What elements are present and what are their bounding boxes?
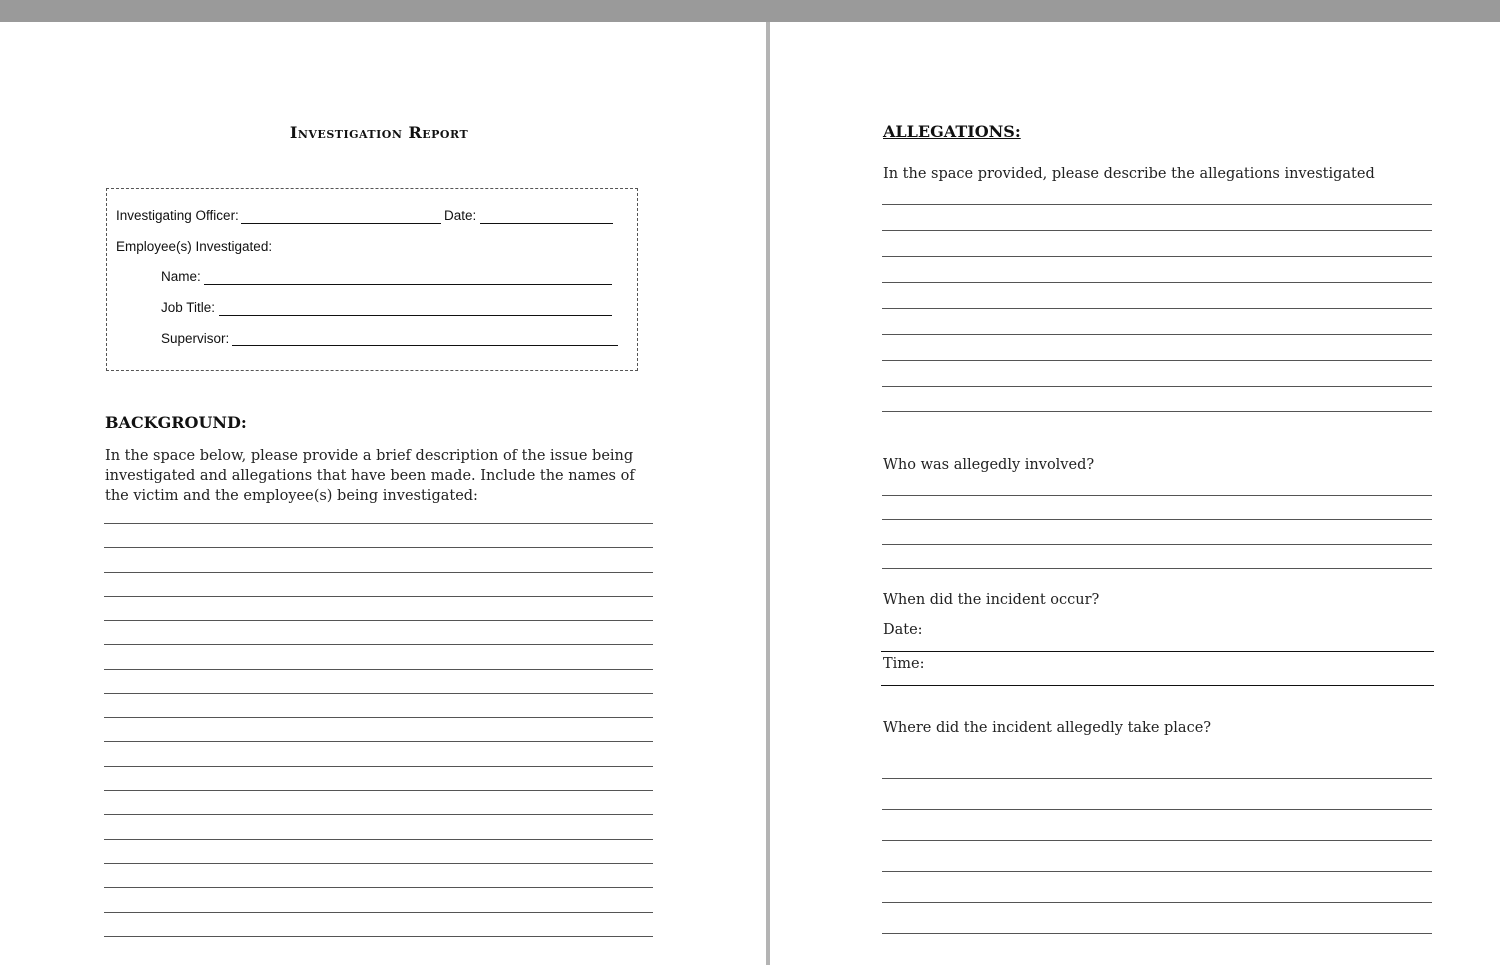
who-involved-writing-line[interactable]	[882, 519, 1432, 520]
background-writing-line[interactable]	[104, 523, 653, 524]
background-writing-line[interactable]	[104, 863, 653, 864]
investigating-officer-field[interactable]	[241, 223, 441, 224]
background-writing-line[interactable]	[104, 644, 653, 645]
background-writing-line[interactable]	[104, 717, 653, 718]
allegations-writing-line[interactable]	[882, 334, 1432, 335]
background-writing-line[interactable]	[104, 572, 653, 573]
background-writing-line[interactable]	[104, 669, 653, 670]
background-writing-line[interactable]	[104, 596, 653, 597]
document-title: Investigation Report	[289, 123, 469, 142]
who-involved-writing-line[interactable]	[882, 495, 1432, 496]
background-writing-line[interactable]	[104, 741, 653, 742]
job-title-field[interactable]	[219, 315, 612, 316]
background-writing-line[interactable]	[104, 547, 653, 548]
background-writing-line[interactable]	[104, 936, 653, 937]
background-writing-line[interactable]	[104, 814, 653, 815]
background-writing-line[interactable]	[104, 790, 653, 791]
background-writing-line[interactable]	[104, 912, 653, 913]
where-question: Where did the incident allegedly take place?	[883, 720, 1212, 736]
background-writing-line[interactable]	[104, 766, 653, 767]
where-writing-line[interactable]	[882, 933, 1432, 934]
where-writing-line[interactable]	[882, 778, 1432, 779]
allegations-heading: ALLEGATIONS:	[883, 122, 1021, 141]
incident-time-label: Time:	[883, 656, 925, 672]
name-field[interactable]	[204, 284, 612, 285]
background-instructions: In the space below, please provide a brief description of the issue being investigated and allegations that have been made. Include the names of the victim and the employee(s) being investigated:	[105, 448, 635, 504]
date-label: Date:	[444, 208, 477, 223]
allegations-prompt: In the space provided, please describe the allegations investigated	[883, 166, 1375, 182]
allegations-writing-line[interactable]	[882, 230, 1432, 231]
background-heading: BACKGROUND:	[105, 413, 247, 432]
who-involved-writing-line[interactable]	[882, 568, 1432, 569]
allegations-writing-line[interactable]	[882, 256, 1432, 257]
name-label: Name:	[161, 269, 201, 284]
allegations-writing-line[interactable]	[882, 308, 1432, 309]
document-page-1	[0, 22, 766, 965]
supervisor-field[interactable]	[232, 345, 618, 346]
background-writing-line[interactable]	[104, 693, 653, 694]
allegations-writing-line[interactable]	[882, 282, 1432, 283]
allegations-writing-line[interactable]	[882, 360, 1432, 361]
allegations-writing-line[interactable]	[882, 204, 1432, 205]
incident-time-field[interactable]	[881, 685, 1434, 686]
where-writing-line[interactable]	[882, 871, 1432, 872]
job-title-label: Job Title:	[161, 300, 216, 315]
where-writing-line[interactable]	[882, 840, 1432, 841]
where-writing-line[interactable]	[882, 902, 1432, 903]
supervisor-label: Supervisor:	[161, 331, 230, 346]
viewer-top-bar	[0, 0, 1500, 22]
when-occurred-question: When did the incident occur?	[883, 592, 1100, 608]
background-writing-line[interactable]	[104, 620, 653, 621]
employees-investigated-label: Employee(s) Investigated:	[116, 239, 273, 254]
incident-date-label: Date:	[883, 622, 923, 638]
where-writing-line[interactable]	[882, 809, 1432, 810]
date-field[interactable]	[480, 223, 613, 224]
who-involved-question: Who was allegedly involved?	[883, 457, 1095, 473]
allegations-writing-line[interactable]	[882, 411, 1432, 412]
incident-date-field[interactable]	[881, 651, 1434, 652]
investigating-officer-label: Investigating Officer:	[116, 208, 239, 223]
background-writing-line[interactable]	[104, 887, 653, 888]
background-writing-line[interactable]	[104, 839, 653, 840]
who-involved-writing-line[interactable]	[882, 544, 1432, 545]
document-page-2	[770, 22, 1500, 965]
allegations-writing-line[interactable]	[882, 386, 1432, 387]
